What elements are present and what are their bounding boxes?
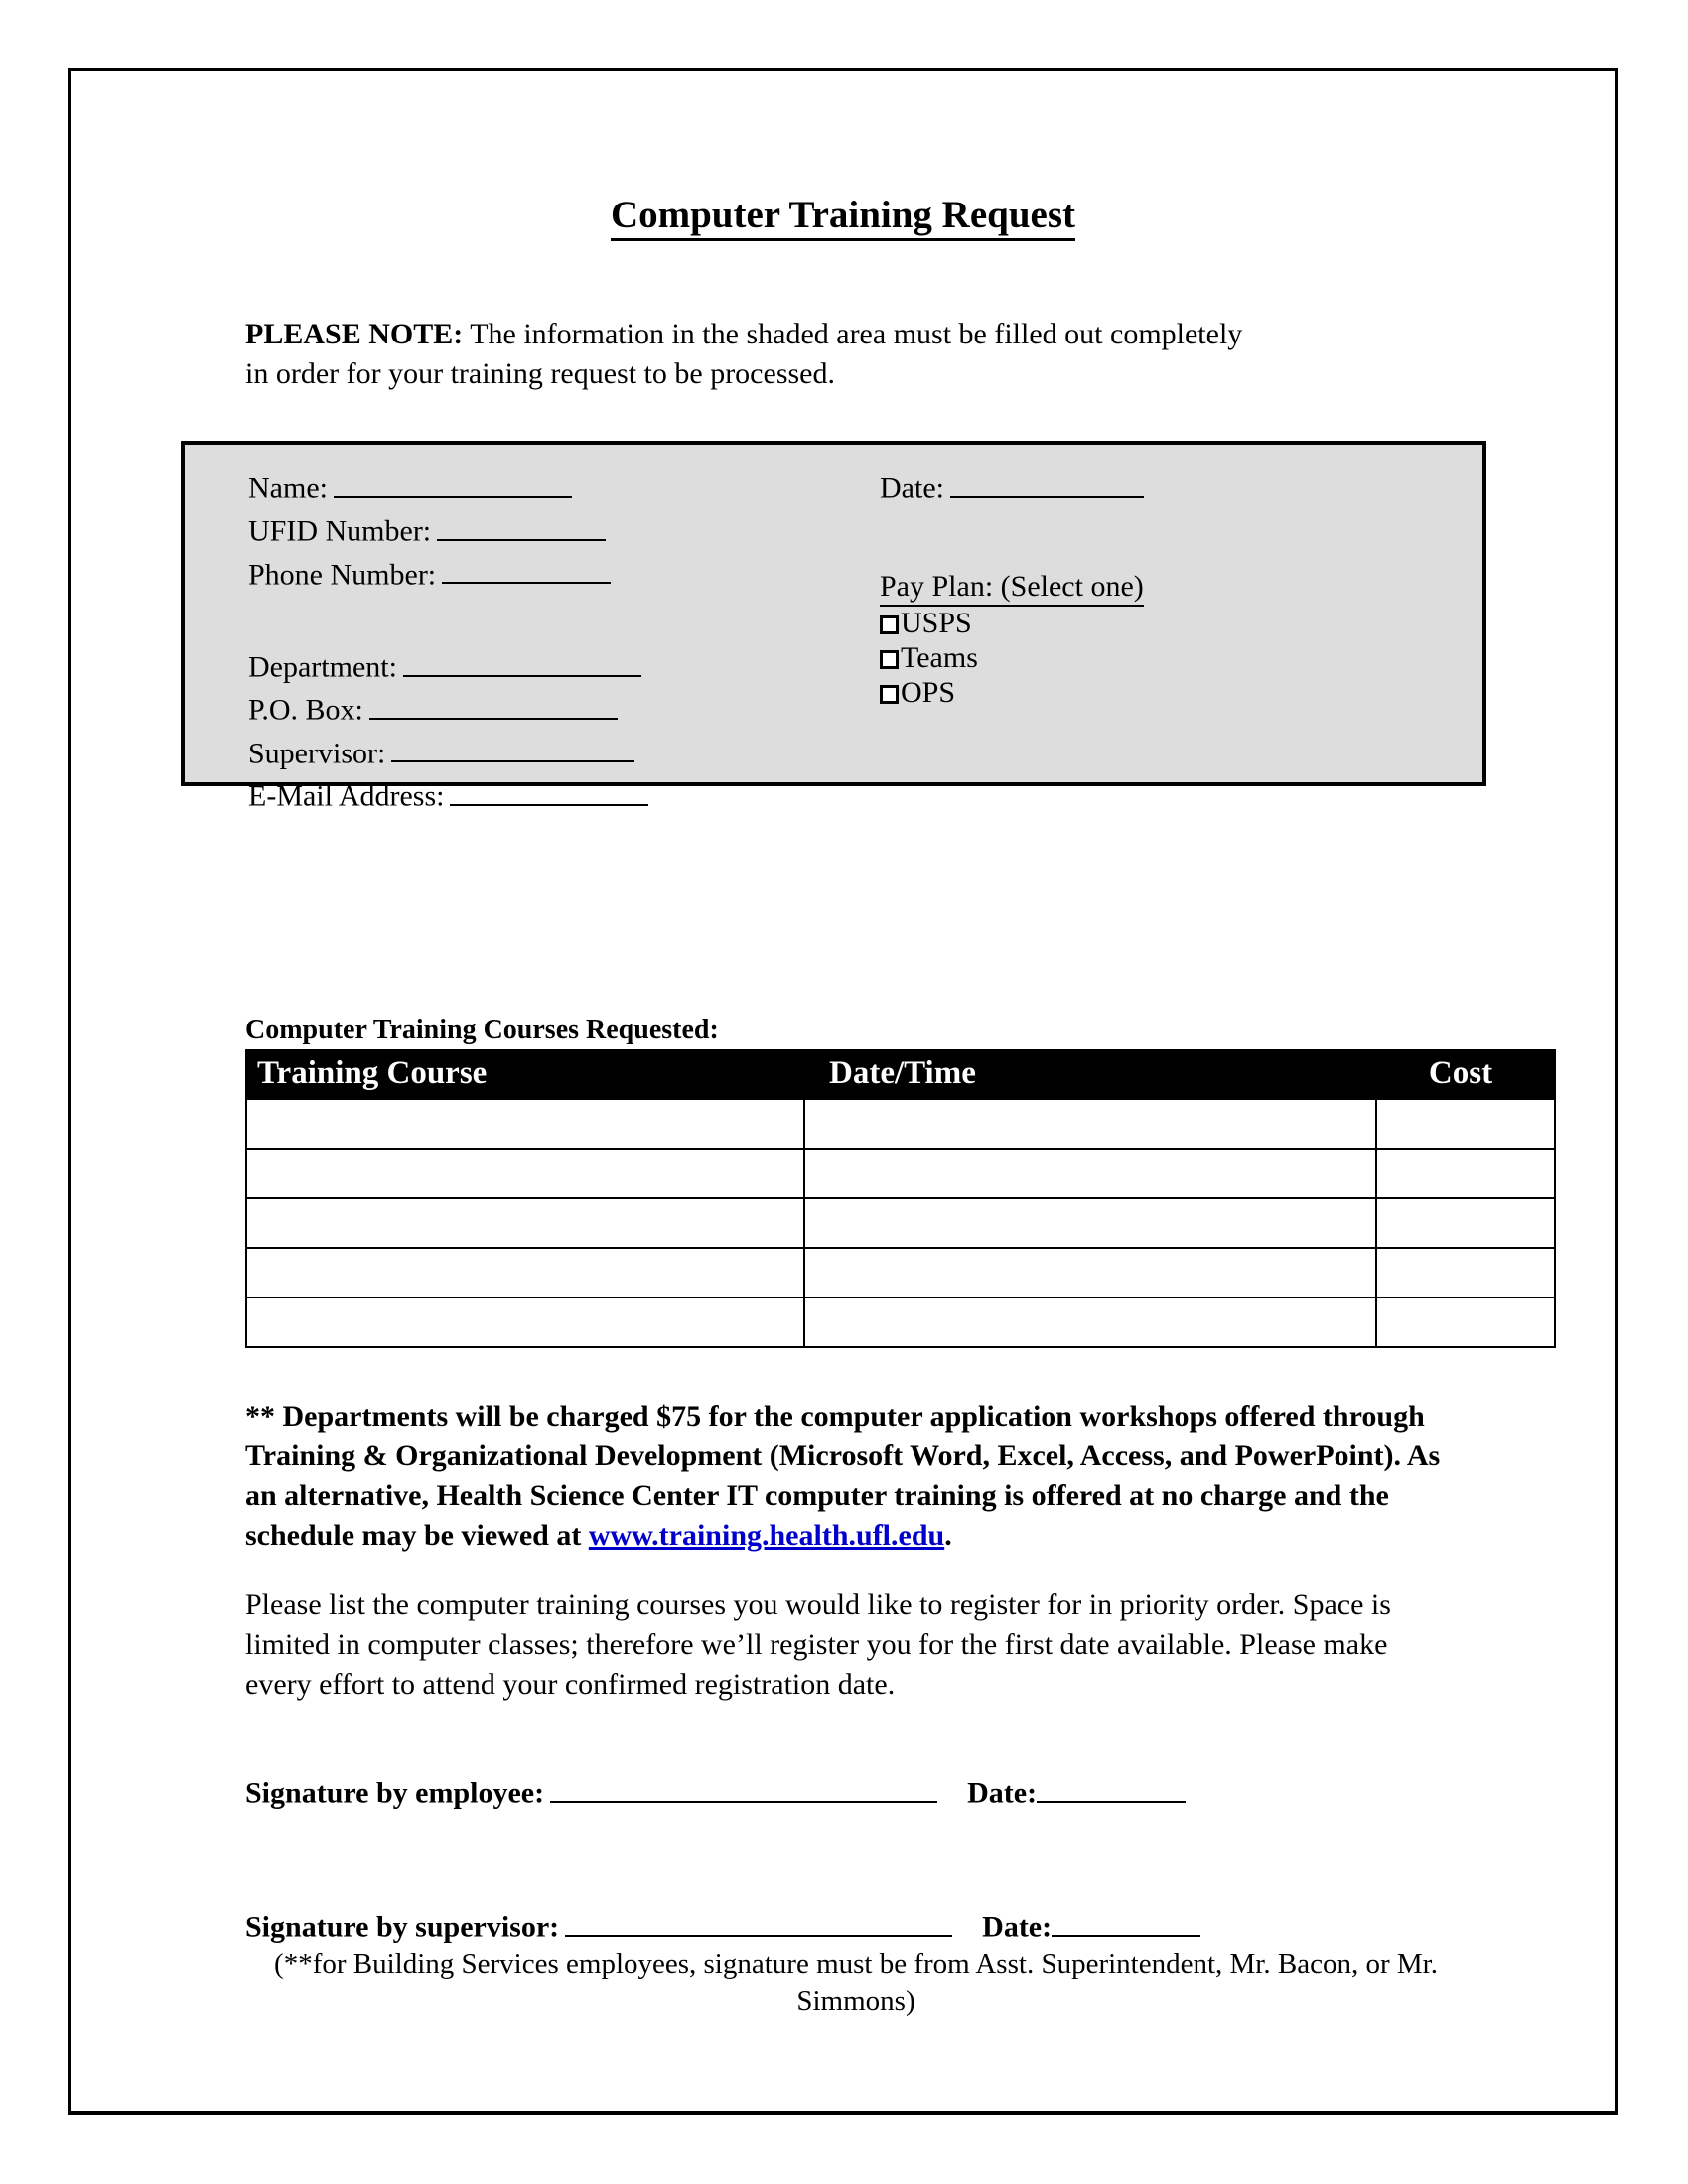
field-email xyxy=(248,772,864,815)
cell-date-time[interactable] xyxy=(804,1248,1376,1297)
supervisor-signature-row xyxy=(245,1903,1467,1945)
checkbox-icon[interactable] xyxy=(880,615,899,634)
pay-plan-option-ops-label: OPS xyxy=(901,675,956,709)
field-email-input[interactable] xyxy=(450,772,648,806)
charge-notice-period: . xyxy=(944,1518,952,1552)
column-header-cost: Cost xyxy=(1376,1050,1555,1099)
field-department xyxy=(248,643,864,686)
checkbox-icon[interactable] xyxy=(880,650,899,669)
please-note-lead: PLEASE NOTE: xyxy=(245,318,464,350)
field-phone-label: Phone Number: xyxy=(248,558,437,592)
field-pobox xyxy=(248,686,864,729)
shaded-left-lower-column xyxy=(248,643,864,816)
charge-notice xyxy=(245,1397,1447,1556)
please-note-body: The information in the shaded area must be filled out completely in order for your training request to be processed. xyxy=(245,318,1243,390)
employee-signature-label: Signature by employee: xyxy=(245,1776,545,1810)
field-supervisor xyxy=(248,730,864,772)
table-row[interactable] xyxy=(246,1099,1555,1149)
pay-plan-option-teams[interactable] xyxy=(880,641,1436,676)
field-name-input[interactable] xyxy=(334,465,572,498)
field-phone xyxy=(248,551,864,594)
please-note-block xyxy=(71,237,1243,394)
checkbox-icon[interactable] xyxy=(880,685,899,704)
field-name-label: Name: xyxy=(248,472,328,505)
column-header-date-time: Date/Time xyxy=(804,1050,1376,1099)
cell-training-course[interactable] xyxy=(246,1149,804,1198)
field-date-input[interactable] xyxy=(950,465,1144,498)
cell-training-course[interactable] xyxy=(246,1198,804,1248)
pay-plan-option-usps[interactable] xyxy=(880,607,1436,641)
cell-cost[interactable] xyxy=(1376,1198,1555,1248)
field-pobox-input[interactable] xyxy=(369,686,618,720)
employee-signature-row xyxy=(245,1769,1467,1811)
field-email-label: E-Mail Address: xyxy=(248,779,445,813)
table-row[interactable] xyxy=(246,1248,1555,1297)
supervisor-signature-note: (**for Building Services employees, signature must be from Asst. Superintendent, Mr. Bacon, or Mr. Simmons) xyxy=(274,1948,1438,2017)
shaded-right-column xyxy=(880,465,1436,711)
employee-date-line[interactable] xyxy=(1037,1769,1186,1803)
shaded-left-column xyxy=(248,465,864,594)
field-name xyxy=(248,465,864,507)
cell-training-course[interactable] xyxy=(246,1248,804,1297)
field-phone-input[interactable] xyxy=(442,551,611,585)
pay-plan-option-usps-label: USPS xyxy=(901,607,972,640)
field-date xyxy=(880,465,1436,507)
supervisor-date-label: Date: xyxy=(982,1910,1053,1944)
cell-training-course[interactable] xyxy=(246,1297,804,1347)
cell-date-time[interactable] xyxy=(804,1297,1376,1347)
cell-training-course[interactable] xyxy=(246,1099,804,1149)
employee-date-label: Date: xyxy=(967,1776,1038,1810)
field-department-input[interactable] xyxy=(403,643,641,677)
shaded-info-box xyxy=(181,441,1486,813)
supervisor-signature-line[interactable] xyxy=(565,1903,952,1937)
pay-plan-option-ops[interactable] xyxy=(880,676,1436,711)
table-row[interactable] xyxy=(246,1198,1555,1248)
instructions-paragraph: Please list the computer training courses you would like to register for in priority order. Space is limited in computer classes; therefore we’ll register you for the first date available. Please make every effort to attend your confirmed registration date. xyxy=(245,1588,1391,1701)
field-ufid-label: UFID Number: xyxy=(248,514,432,548)
column-header-training-course: Training Course xyxy=(246,1050,804,1099)
cell-date-time[interactable] xyxy=(804,1149,1376,1198)
courses-table-head xyxy=(246,1050,1555,1099)
cell-cost[interactable] xyxy=(1376,1297,1555,1347)
supervisor-date-line[interactable] xyxy=(1052,1903,1200,1937)
cell-date-time[interactable] xyxy=(804,1099,1376,1149)
page-title xyxy=(71,71,1615,237)
page-title-text: Computer Training Request xyxy=(611,194,1075,241)
field-date-label: Date: xyxy=(880,472,944,505)
field-supervisor-label: Supervisor: xyxy=(248,737,386,770)
document-page xyxy=(68,68,1618,2115)
supervisor-signature-label: Signature by supervisor: xyxy=(245,1910,560,1944)
employee-signature-line[interactable] xyxy=(550,1769,937,1803)
charge-notice-text: ** Departments will be charged $75 for the computer application workshops offered through Training & Organizational Development (Microsoft Word, Excel, Access, and PowerPoint). As an alternative, Health Science Center IT computer training is offered at no charge and the schedule may be viewed at xyxy=(245,1400,1441,1552)
training-schedule-link[interactable]: www.training.health.ufl.edu xyxy=(588,1518,945,1552)
cell-cost[interactable] xyxy=(1376,1248,1555,1297)
table-row[interactable] xyxy=(246,1297,1555,1347)
field-ufid-input[interactable] xyxy=(437,507,606,541)
courses-table-header-row xyxy=(246,1050,1555,1099)
courses-table xyxy=(245,1049,1556,1348)
cell-cost[interactable] xyxy=(1376,1099,1555,1149)
table-row[interactable] xyxy=(246,1149,1555,1198)
pay-plan-option-teams-label: Teams xyxy=(901,641,978,675)
field-pobox-label: P.O. Box: xyxy=(248,693,363,727)
cell-date-time[interactable] xyxy=(804,1198,1376,1248)
courses-table-body xyxy=(246,1099,1555,1347)
field-department-label: Department: xyxy=(248,650,397,684)
field-supervisor-input[interactable] xyxy=(391,730,634,763)
cell-cost[interactable] xyxy=(1376,1149,1555,1198)
field-ufid xyxy=(248,507,864,550)
courses-section-label: Computer Training Courses Requested: xyxy=(245,1015,719,1045)
pay-plan-title: Pay Plan: (Select one) xyxy=(880,569,1144,607)
